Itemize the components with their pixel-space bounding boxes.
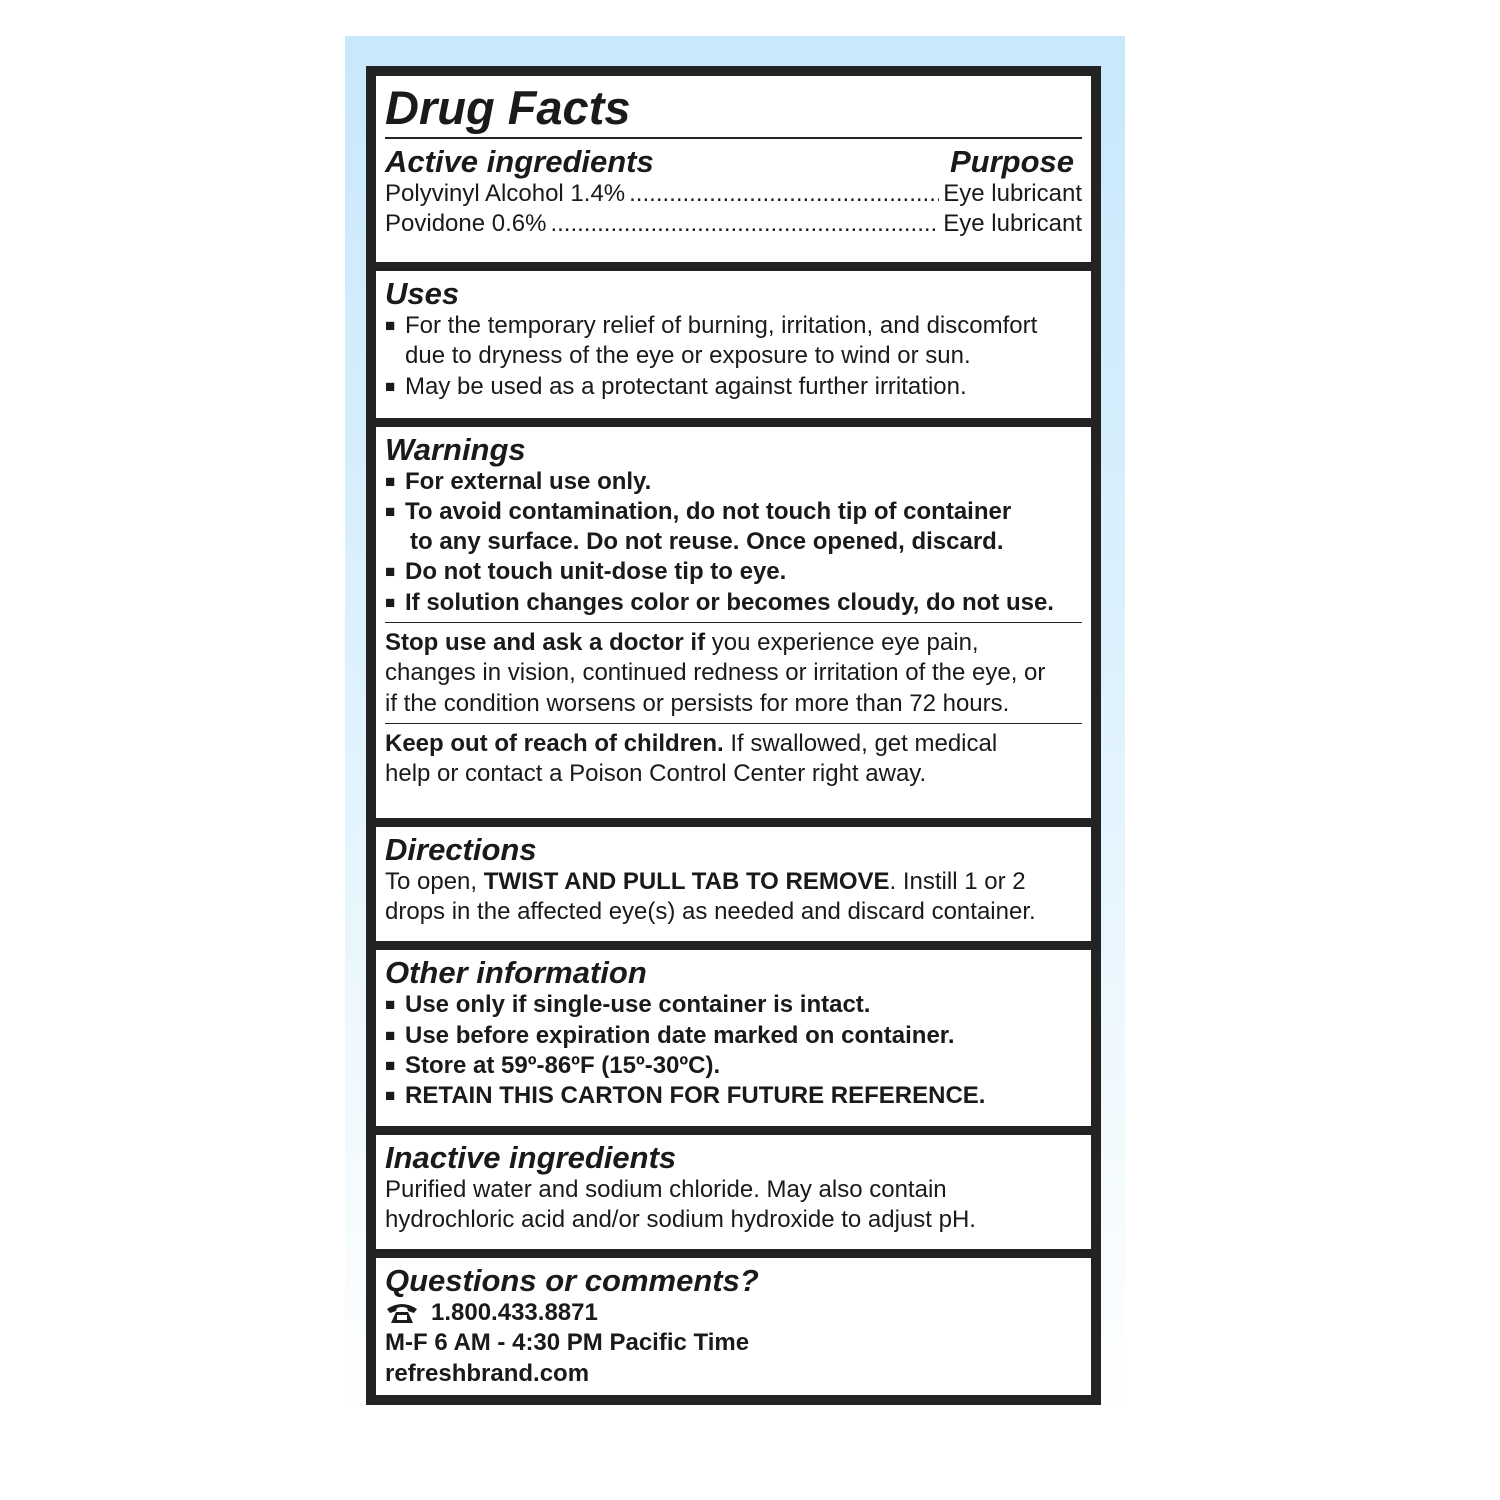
stop-use-text: changes in vision, continued redness or irritation of the eye, or — [385, 659, 1046, 687]
warning-item-text: to any surface. Do not reuse. Once opened, discard. — [410, 528, 1004, 556]
phone-row — [385, 1298, 1082, 1328]
keep-out-bold: Keep out of reach of children. — [385, 729, 724, 757]
uses-heading: Uses — [385, 276, 460, 312]
bullet-icon: ■ — [385, 316, 396, 336]
uses-section — [376, 271, 1091, 417]
uses-item-text: May be used as a protectant against further irritation. — [405, 372, 967, 400]
bullet-icon: ■ — [385, 1086, 396, 1106]
directions-line: drops in the affected eye(s) as needed and discard container. — [385, 898, 1036, 926]
bullet-icon: ■ — [385, 562, 396, 582]
list-item — [385, 372, 1082, 402]
list-item — [385, 1021, 1082, 1051]
warnings-section — [376, 427, 1091, 818]
other-item-text: Store at 59º-86ºF (15º-30ºC). — [405, 1051, 721, 1079]
keep-out-paragraph — [385, 729, 1082, 790]
uses-item-text: For the temporary relief of burning, irritation, and discomfort — [405, 312, 1038, 340]
warning-item-text: To avoid contamination, do not touch tip of container — [405, 497, 1012, 525]
active-row — [385, 209, 1082, 239]
active-row — [385, 179, 1082, 209]
purpose-heading: Purpose — [949, 144, 1074, 179]
other-information-section — [376, 950, 1091, 1125]
list-item — [385, 557, 1082, 587]
directions-text — [385, 867, 1082, 928]
active-ingredient-purpose: Eye lubricant — [943, 210, 1082, 238]
questions-heading: Questions or comments? — [385, 1263, 759, 1299]
uses-item-text: due to dryness of the eye or exposure to wind or sun. — [405, 342, 971, 370]
stop-use-paragraph — [385, 628, 1082, 719]
list-item — [385, 497, 1082, 558]
bullet-icon: ■ — [385, 1055, 396, 1075]
bullet-icon: ■ — [385, 471, 396, 491]
warnings-heading: Warnings — [385, 431, 526, 467]
bullet-icon: ■ — [385, 592, 396, 612]
warning-item-text: If solution changes color or becomes cloudy, do not use. — [405, 588, 1054, 616]
list-item — [385, 990, 1082, 1020]
stop-use-bold: Stop use and ask a doctor if — [385, 629, 706, 657]
directions-bold: TWIST AND PULL TAB TO REMOVE — [483, 867, 890, 895]
warning-item-text: Do not touch unit-dose tip to eye. — [405, 558, 787, 586]
other-item-text: Use before expiration date marked on container. — [405, 1021, 955, 1049]
active-header-row — [385, 145, 1082, 179]
keep-out-text: help or contact a Poison Control Center right away. — [385, 760, 927, 788]
other-information-heading: Other information — [385, 955, 647, 991]
inactive-ingredients-text — [385, 1175, 1082, 1236]
website-link[interactable]: refreshbrand.com — [385, 1359, 590, 1387]
inactive-line: Purified water and sodium chloride. May also contain — [385, 1175, 947, 1203]
section-divider — [385, 622, 1082, 623]
keep-out-text: If swallowed, get medical — [723, 729, 998, 757]
leader-dots — [550, 209, 939, 239]
inactive-ingredients-heading: Inactive ingredients — [385, 1139, 677, 1175]
active-ingredient-name: Povidone 0.6% — [385, 210, 547, 238]
directions-post: . Instill 1 or 2 — [889, 867, 1026, 895]
inactive-line: hydrochloric acid and/or sodium hydroxide to adjust pH. — [385, 1205, 976, 1233]
drug-facts-title: Drug Facts — [385, 81, 631, 134]
title-divider — [385, 137, 1082, 139]
section-divider — [385, 723, 1082, 724]
active-ingredients-section — [376, 76, 1091, 262]
drug-facts-label — [366, 66, 1101, 1405]
questions-section — [376, 1258, 1091, 1395]
active-ingredients-heading: Active ingredients — [385, 144, 654, 179]
inactive-ingredients-section — [376, 1135, 1091, 1250]
other-item-text: Use only if single-use container is intact. — [405, 991, 871, 1019]
hours-text: M-F 6 AM - 4:30 PM Pacific Time — [385, 1329, 750, 1357]
directions-section — [376, 827, 1091, 942]
bullet-icon: ■ — [385, 1025, 396, 1045]
phone-number[interactable]: 1.800.433.8871 — [431, 1299, 598, 1327]
leader-dots — [629, 179, 939, 209]
list-item — [385, 311, 1082, 372]
list-item — [385, 588, 1082, 618]
telephone-icon — [385, 1301, 419, 1325]
bullet-icon: ■ — [385, 995, 396, 1015]
bullet-icon: ■ — [385, 376, 396, 396]
list-item — [385, 1051, 1082, 1081]
list-item — [385, 467, 1082, 497]
warning-item-text: For external use only. — [405, 467, 652, 495]
stop-use-text: you experience eye pain, — [705, 629, 979, 657]
active-ingredient-purpose: Eye lubricant — [943, 180, 1082, 207]
list-item — [385, 1081, 1082, 1111]
active-ingredient-name: Polyvinyl Alcohol 1.4% — [385, 180, 626, 207]
directions-pre: To open, — [385, 867, 484, 895]
bullet-icon: ■ — [385, 501, 396, 521]
directions-heading: Directions — [385, 831, 537, 867]
other-item-text: RETAIN THIS CARTON FOR FUTURE REFERENCE. — [405, 1082, 986, 1110]
stop-use-text: if the condition worsens or persists for more than 72 hours. — [385, 689, 1010, 717]
